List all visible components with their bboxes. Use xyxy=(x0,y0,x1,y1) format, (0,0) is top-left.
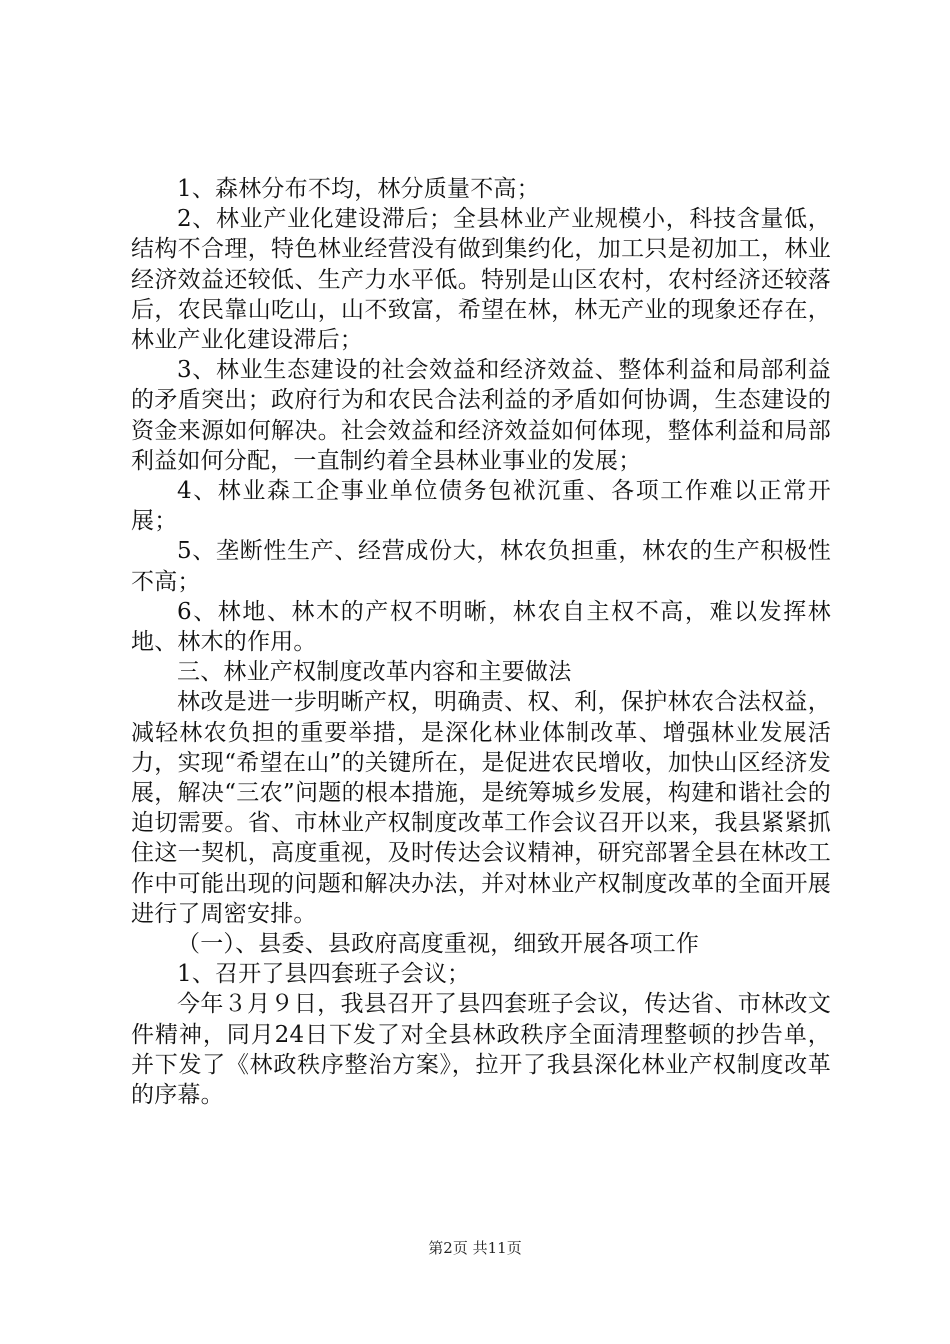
paragraph-item-3: 3、林业生态建设的社会效益和经济效益、整体利益和局部利益的矛盾突出；政府行为和农民合法利益的矛盾如何协调，生态建设的资金来源如何解决。社会效益和经济效益如何体现，整体利益和局部利益如何分配，一直制约着全县林业事业的发展； xyxy=(131,357,831,474)
paragraph-item-2: 2、林业产业化建设滞后；全县林业产业规模小，科技含量低，结构不合理，特色林业经营没有做到集约化，加工只是初加工，林业经济效益还较低、生产力水平低。特别是山区农村，农村经济还较落后，农民靠山吃山，山不致富，希望在林，林无产业的现象还存在，林业产业化建设滞后； xyxy=(131,206,831,354)
paragraph-item-4: 4、林业森工企事业单位债务包袱沉重、各项工作难以正常开展； xyxy=(131,478,831,535)
paragraph-item-1: 1、森林分布不均，林分质量不高； xyxy=(177,176,540,202)
paragraph-item-5: 5、垄断性生产、经营成份大，林农负担重，林农的生产积极性不高； xyxy=(131,538,831,595)
subsection-heading-1: （一）、县委、县政府高度重视，细致开展各项工作 xyxy=(177,931,700,958)
section-heading-3: 三、林业产权制度改革内容和主要做法 xyxy=(177,659,572,686)
document-body xyxy=(131,174,831,1110)
paragraph-meeting-item: 1、召开了县四套班子会议； xyxy=(177,961,471,988)
page-number-footer: 第2页 共11页 xyxy=(428,1239,522,1257)
paragraph-meeting-detail: 今年３月９日，我县召开了县四套班子会议，传达省、市林改文件精神，同月24日下发了对全县林政秩序全面清理整顿的抄告单，并下发了《林政秩序整治方案》，拉开了我县深化林业产权制度改革的序幕。 xyxy=(131,991,831,1109)
paragraph-lin-gai: 林改是进一步明晰产权，明确责、权、利，保护林农合法权益，减轻林农负担的重要举措，是深化林业体制改革、增强林业发展活力，实现“希望在山”的关键所在，是促进农民增收，加快山区经济发展，解决“三农”问题的根本措施，是统筹城乡发展，构建和谐社会的迫切需要。省、市林业产权制度改革工作会议召开以来，我县紧紧抓住这一契机，高度重视，及时传达会议精神，研究部署全县在林改工作中可能出现的问题和解决办法，并对林业产权制度改革的全面开展进行了周密安排。 xyxy=(131,689,831,927)
paragraph-item-6: 6、林地、林木的产权不明晰，林农自主权不高，难以发挥林地、林木的作用。 xyxy=(131,598,831,656)
